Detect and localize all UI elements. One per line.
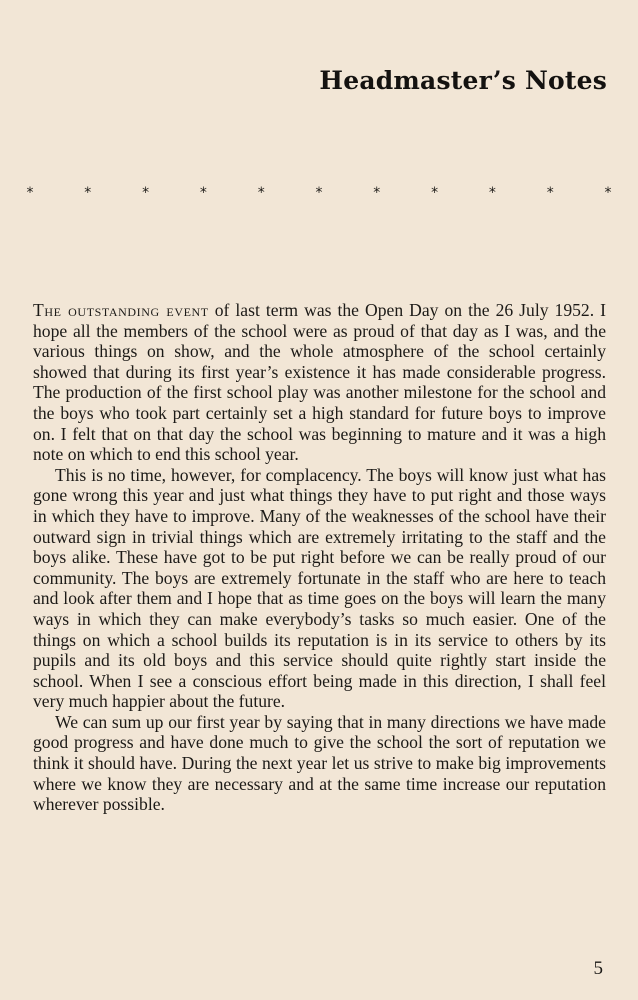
page-number: 5 xyxy=(593,958,603,979)
article-paragraph xyxy=(33,300,606,465)
article-body xyxy=(33,300,606,815)
star-ornament: * xyxy=(546,185,554,201)
star-ornament: * xyxy=(26,185,34,201)
star-ornament: * xyxy=(488,185,496,201)
star-ornament: * xyxy=(199,185,207,201)
star-ornament: * xyxy=(84,185,92,201)
star-ornament: * xyxy=(373,185,381,201)
article-paragraph: We can sum up our first year by saying that in many directions we have made good progress and have done much to give the school the sort of reputation we think it should have. During the next year let us strive to make big improvements where we know they are necessary and at the same time increase our reputation wherever possible. xyxy=(33,711,606,815)
star-ornament: * xyxy=(142,185,150,201)
star-divider xyxy=(26,183,612,203)
lead-in-smallcaps: The outstanding event xyxy=(33,300,209,320)
star-ornament: * xyxy=(257,185,265,201)
star-ornament: * xyxy=(315,185,323,201)
article-paragraph: This is no time, however, for complacency. The boys will know just what has gone wrong this year and just what things they have to put right and those ways in which they have to improve. Many of the weaknesses of the school have their outward sign in trivial things which are extremely irritating to the staff and the boys alike. These have got to be put right before we can be really proud of our community. The boys are extremely fortunate in the staff who are here to teach and look after them and I hope that as time goes on the boys will learn the many ways in which they can make everybody’s tasks so much easier. One of the things on which a school builds its reputation is in its service to others by its pupils and its old boys and this service should quite rightly start inside the school. When I see a conscious effort being made in this direction, I shall feel very much happier about the future. xyxy=(33,464,606,712)
paragraph-text: of last term was the Open Day on the 26 July 1952. I hope all the members of the school were as proud of that day as I was, and the various things on show, and the whole atmosphere of the school certainly showed that during its first year’s existence it has made considerable progress. The production of the first school play was another milestone for the school and the boys who took part certainly set a high standard for future boys to improve on. I felt that on that day the school was beginning to mature and it was a high note on which to end this school year. xyxy=(33,300,606,465)
star-ornament: * xyxy=(604,185,612,201)
page-title: Headmaster’s Notes xyxy=(319,66,607,95)
star-ornament: * xyxy=(431,185,439,201)
